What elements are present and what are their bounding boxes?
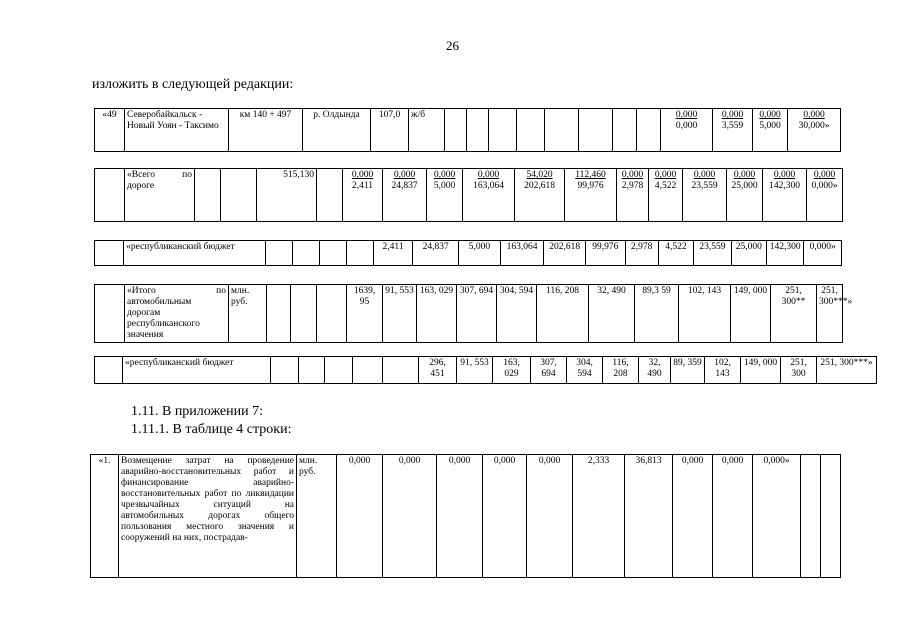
row-number: «1. <box>91 455 119 578</box>
total-roads-label: «Итого по автомобильным дорогам республиканского значения <box>125 285 229 343</box>
empty-cell <box>267 285 291 343</box>
value-cell: 307, 694 <box>531 357 567 384</box>
value-cell: 163,064 <box>500 241 544 266</box>
value-cell: 0,000 0,000» <box>807 169 843 222</box>
unit-label: млн. руб. <box>297 455 337 578</box>
value-cell: 99,976 <box>586 241 626 266</box>
value-cell: 0,000 0,000 <box>661 109 713 152</box>
value-cell: 0,000 <box>483 455 527 578</box>
value-cell: 251, 300***» <box>817 285 843 343</box>
empty-cell <box>195 169 221 222</box>
empty-cell <box>801 455 821 578</box>
empty-cell <box>299 357 325 384</box>
value-cell: 32, 490 <box>639 357 671 384</box>
value-cell: 0,000 <box>437 455 483 578</box>
value-cell: 112,460 99,976 <box>565 169 617 222</box>
value-cell: 102, 143 <box>705 357 741 384</box>
value-cell: 2,333 <box>573 455 625 578</box>
empty-cell <box>613 109 637 152</box>
empty-cell <box>95 241 124 266</box>
total-label: «Всего по дороге <box>125 169 195 222</box>
empty-cell <box>95 169 125 222</box>
page-number: 26 <box>446 38 459 53</box>
value-cell: 116, 208 <box>537 285 589 343</box>
river-name: р. Олдында <box>303 109 371 152</box>
value-cell: 32, 490 <box>589 285 635 343</box>
value-cell: 304, 594 <box>567 357 603 384</box>
road-name: Северобайкальск - Новый Уоян - Таксимо <box>125 109 229 152</box>
value-cell: 251, 300** <box>771 285 817 343</box>
value-cell: 0,000 2,978 <box>617 169 649 222</box>
value-cell: 251, 300 <box>781 357 817 384</box>
value-cell: 0,000 <box>337 455 383 578</box>
empty-cell <box>317 169 343 222</box>
value-cell: 91, 553 <box>383 285 417 343</box>
value-cell: 91, 553 <box>457 357 493 384</box>
table-republican-budget-2 <box>94 356 877 384</box>
empty-cell <box>383 357 419 384</box>
empty-cell <box>292 241 319 266</box>
bridge-material: ж/б <box>409 109 445 152</box>
value-cell: 36,813 <box>625 455 673 578</box>
value-cell: 0,000» <box>753 455 801 578</box>
value-cell: 89, 359 <box>671 357 705 384</box>
km-mark: км 140 + 497 <box>229 109 303 152</box>
value-cell: 54,020 202,618 <box>515 169 565 222</box>
table-total-republican-roads <box>94 284 853 343</box>
value-cell: 5,000 <box>459 241 501 266</box>
empty-cell <box>467 109 489 152</box>
empty-cell <box>319 241 346 266</box>
bridge-length: 107,0 <box>371 109 409 152</box>
value-cell: 0,000» <box>804 241 842 266</box>
empty-cell <box>265 241 292 266</box>
empty-cell <box>637 109 661 152</box>
value-cell: 0,000 <box>673 455 713 578</box>
value-cell: 2,411 <box>373 241 413 266</box>
value-cell: 0,000 142,300 <box>763 169 807 222</box>
empty-cell <box>221 169 257 222</box>
value-cell: 0,000 <box>713 455 753 578</box>
section-heading-1-11: 1.11. В приложении 7: <box>131 404 264 419</box>
value-cell: 2,978 <box>625 241 658 266</box>
empty-cell <box>325 357 353 384</box>
value-cell: 0,000 24,837 <box>383 169 427 222</box>
value-cell: 163, 029 <box>493 357 531 384</box>
empty-cell <box>95 285 125 343</box>
value-cell: 0,000 23,559 <box>683 169 727 222</box>
value-cell: 0,000 <box>527 455 573 578</box>
value-cell: 202,618 <box>544 241 586 266</box>
value-cell: 25,000 <box>731 241 766 266</box>
budget-label: «республиканский бюджет <box>123 357 271 384</box>
expense-description: Возмещение затрат на проведение аварийно-восстановительных работ и финансирование аварийно-восстановительных работ по ликвидации чрезвычайных ситуаций на автомобильных дорогах общего пользования местного значения и сооружений на них, пострадав- <box>119 455 297 578</box>
value-cell: 163, 029 <box>417 285 457 343</box>
value-cell: 116, 208 <box>603 357 639 384</box>
lead-text: изложить в следующей редакции: <box>92 77 294 92</box>
empty-cell <box>291 285 317 343</box>
empty-cell <box>821 455 841 578</box>
value-cell: 0,000 5,000 <box>427 169 463 222</box>
value-cell: 296, 451 <box>419 357 457 384</box>
total-value: 515,130 <box>257 169 317 222</box>
table-total-by-road <box>94 168 843 222</box>
value-cell: 0,000 4,522 <box>649 169 683 222</box>
budget-label: «республиканский бюджет <box>124 241 265 266</box>
row-number: «49 <box>95 109 125 152</box>
empty-cell <box>579 109 613 152</box>
empty-cell <box>445 109 467 152</box>
empty-cell <box>517 109 545 152</box>
value-cell: 4,522 <box>658 241 693 266</box>
empty-cell <box>317 285 347 343</box>
value-cell: 149, 000 <box>741 357 781 384</box>
empty-cell <box>346 241 373 266</box>
empty-cell <box>271 357 299 384</box>
value-cell: 23,559 <box>694 241 731 266</box>
table-republican-budget-1 <box>94 240 842 266</box>
value-cell: 102, 143 <box>679 285 731 343</box>
value-cell: 24,837 <box>413 241 459 266</box>
value-cell: 0,000 163,064 <box>463 169 515 222</box>
value-cell: 1639, 95 <box>347 285 383 343</box>
value-cell: 0,000 <box>383 455 437 578</box>
table-appendix7-row <box>90 454 841 578</box>
value-cell: 304, 594 <box>497 285 537 343</box>
value-cell: 89,3 59 <box>635 285 679 343</box>
value-cell: 0,000 5,000 <box>753 109 788 152</box>
value-cell: 142,300 <box>766 241 803 266</box>
value-cell: 149, 000 <box>731 285 771 343</box>
value-cell: 0,000 25,000 <box>727 169 763 222</box>
value-cell: 251, 300***» <box>817 357 877 384</box>
empty-cell <box>353 357 383 384</box>
section-heading-1-11-1: 1.11.1. В таблице 4 строки: <box>131 422 292 437</box>
table-bridge-row <box>94 108 841 152</box>
value-cell: 0,000 30,000» <box>788 109 841 152</box>
value-cell: 307, 694 <box>457 285 497 343</box>
value-cell: 0,000 2,411 <box>343 169 383 222</box>
unit-label: млн. руб. <box>229 285 267 343</box>
value-cell: 0,000 3,559 <box>713 109 753 152</box>
empty-cell <box>545 109 579 152</box>
empty-cell <box>489 109 517 152</box>
empty-cell <box>95 357 123 384</box>
